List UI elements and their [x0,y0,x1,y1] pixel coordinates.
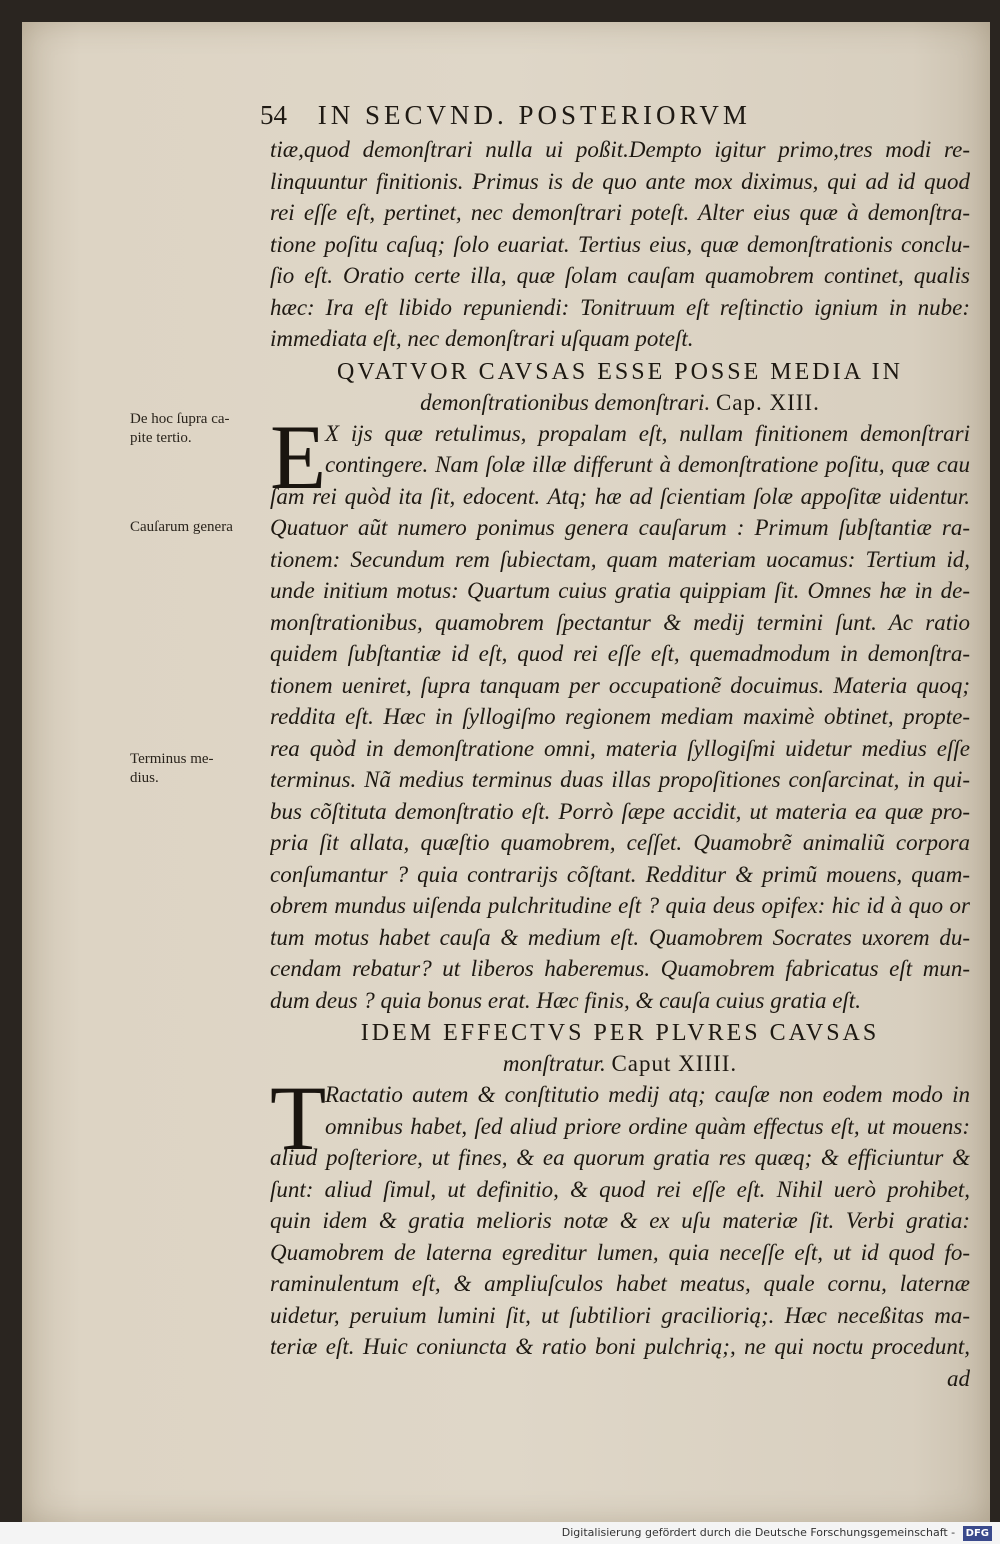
page-number: 54 [260,100,287,130]
catchword: ad [947,1365,970,1391]
text-line: ſam rei quòd ita ſit, edocent. Atq; hæ ad ſcientiam ſolæ appoſitæ uidentur. [270,483,970,509]
running-title: IN SECVND. POSTERIORVM [317,100,751,130]
text-line: rea quòd in demonſtratione omni, materia ſyllogiſmi uidetur medius eſſe [270,735,970,761]
text-line: teriæ eſt. Huic coniuncta & ratio boni pulchrią;, ne qui noctu procedunt, [270,1334,970,1359]
text-line: unde initium motus: Quartum cuius gratia quippiam ſit. Omnes hæ in de- [270,578,970,603]
text-line: hæc: Ira eſt libido repuniendi: Tonitruum eſt reſtinctio ignium in nube: [270,294,970,320]
chapter-13-subheading: demonſtrationibus demonſtrari. Cap. XIII. [420,389,820,415]
text-line: terminus. Nã medius terminus duas illas propoſitiones conſarcinat, in qui- [270,767,970,792]
text-line: Quamobrem de laterna egreditur lumen, quia neceſſe eſt, ut id quod fo- [270,1239,970,1265]
text-line: quin idem & gratia melioris notæ & ex uſu materiæ ſit. Verbi gratia: [270,1208,970,1233]
chapter-13-paragraph [270,405,970,1017]
text-line: tum motus habet cauſa & medium eſt. Quamobrem Socrates uxorem du- [270,924,970,950]
dfg-logo-icon: DFG [963,1526,992,1541]
text-line: rei eſſe eſt, pertinet, nec demonſtrari poteſt. Alter eius quæ à demonſtra- [270,200,970,225]
text-line: pria ſit allata, quæſtio quamobrem, ceſſet. Quamobrẽ animaliũ corpora [270,830,970,855]
drop-cap: T [270,1067,327,1169]
text-line: Ractatio autem & conſtitutio medij atq; cauſæ non eodem modo in [325,1082,970,1107]
margin-note-3: Terminus me- dius. [130,751,214,786]
chapter-14-subheading: monſtratur. Caput XIIII. [502,1051,738,1076]
text-block [270,134,970,1394]
text-line: dum deus ? quia bonus erat. Hæc finis, & cauſa cuius gratia eſt. [270,987,861,1013]
text-line: X ijs quæ retulimus, propalam eſt, nullam finitionem demonſtrari [325,420,970,446]
digitization-footer [0,1522,1000,1544]
text-line: Quatuor aũt numero ponimus genera cauſarum : Primum ſubſtantiæ ra- [270,515,970,540]
text-line: aliud poſteriore, ut fines, & ea quorum gratia res quæq; & efficiuntur & [270,1145,970,1170]
chapter-14-paragraph [270,1067,970,1394]
text-line: raminulentum eſt, & ampliuſculos habet meatus, quale cornu, laternæ [270,1271,970,1296]
text-line: reddita eſt. Hæc in ſyllogiſmo regionem mediam maximè obtinet, propte- [270,704,970,729]
text-line: obrem mundus uiſenda pulchritudine eſt ? quia deus opifex: hic id à quo or [270,893,970,918]
margin-note-2: Cauſarum genera [130,519,233,535]
text-line: ſio eſt. Oratio certe illa, quæ ſolam cauſam quamobrem continet, qualis [270,263,970,288]
text-line: uidetur, peruium lumini ſit, ut ſubtiliori graciliorią;. Hæc neceßitas ma- [270,1302,970,1328]
text-line: immediata eſt, nec demonſtrari uſquam poteſt. [270,326,694,351]
text-line: tionem: Secundum rem ſubiectam, quam materiam uocamus: Tertium id, [270,546,970,572]
footer-credit: Digitalisierung gefördert durch die Deutsche Forschungsgemeinschaft - [561,1526,956,1539]
chapter-13-heading: QVATVOR CAVSAS ESSE POSSE MEDIA IN [337,358,903,385]
text-line: monſtrationibus, quamobrem ſpectantur & medij termini ſunt. Ac ratio [270,609,970,635]
text-line: cendam rebatur? ut liberos haberemus. Quamobrem fabricatus eſt mun- [270,956,970,981]
text-line: quidem ſubſtantiæ id eſt, quod rei eſſe eſt, quemadmodum in demonſtra- [270,641,970,666]
opening-paragraph [270,134,970,355]
text-line: bus cõſtituta demonſtratio eſt. Porrò ſæpe accidit, ut materia ea quæ pro- [270,798,970,824]
text-line: linquuntur finitionis. Primus is de quo ante mox diximus, qui ad id quod [270,168,970,194]
chapter-14-heading: IDEM EFFECTVS PER PLVRES CAVSAS [360,1020,880,1046]
text-line: tionem ueniret, ſupra tanquam per occupationẽ docuimus. Materia quoq; [270,672,970,698]
drop-cap: E [270,405,327,508]
text-line: tiæ,quod demonſtrari nulla ui poßit.Dempto igitur primo,tres modi re- [270,137,970,162]
text-line: tione poſitu caſuq; ſolo euariat. Tertius eius, quæ demonſtrationis conclu- [270,231,970,257]
text-line: omnibus habet, ſed aliud priore ordine quàm effectus eſt, ut mouens: [325,1113,970,1139]
text-line: conſumantur ? quia contrarijs cõſtant. Redditur & primũ mouens, quam- [270,861,970,887]
book-page [22,22,990,1522]
margin-note-1: De hoc ſupra ca- pite tertio. [130,411,230,446]
text-line: contingere. Nam ſolæ illæ differunt à demonſtratione poſitu, quæ cau [325,452,970,477]
text-line: ſunt: aliud ſimul, ut definitio, & quod rei eſſe eſt. Nihil uerò prohibet, [270,1176,970,1202]
